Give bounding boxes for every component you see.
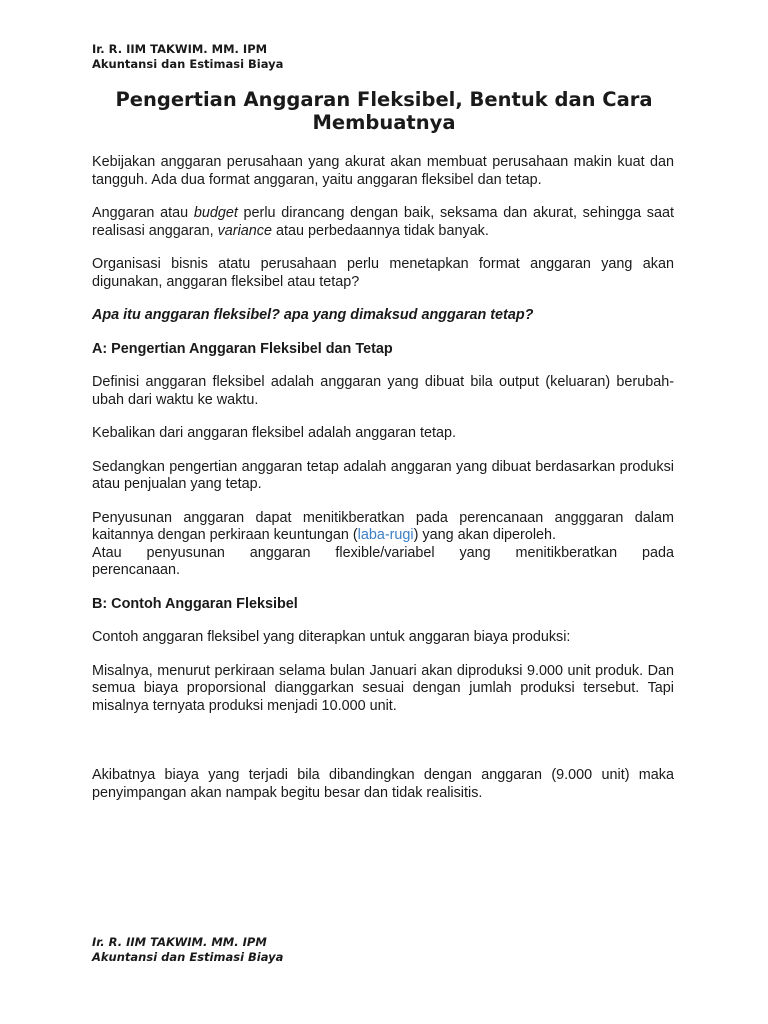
paragraph-planning-text-2: ) yang akan diperoleh. [413, 527, 557, 543]
header-course: Akuntansi dan Estimasi Biaya [92, 57, 284, 71]
footer-author: Ir. R. IIM TAKWIM. MM. IPM [92, 935, 267, 949]
paragraph-example: Misalnya, menurut perkiraan selama bulan Januari akan diproduksi 9.000 unit produk. Dan semua biaya proporsional dianggarkan sesuai dengan jumlah produksi tersebut. Tapi misalnya ternyata produksi menjadi 10.000 unit. [92, 662, 674, 714]
document-body [92, 154, 674, 818]
paragraph-consequence: Akibatnya biaya yang terjadi bila dibandingkan dengan anggaran (9.000 unit) maka penyimpangan akan nampak begitu besar dan tidak realisitis. [92, 767, 674, 801]
paragraph-budget-text-2: perlu dirancang dengan baik, seksama dan akurat, sehingga saat realisasi anggaran, [92, 205, 674, 239]
paragraph-alternative-line-2: perencanaan. [92, 562, 181, 578]
spacer [92, 731, 674, 767]
paragraph-budget-text-3: atau perbedaannya tidak banyak. [272, 222, 489, 239]
footer-course: Akuntansi dan Estimasi Biaya [92, 950, 284, 964]
section-heading-a: A: Pengertian Anggaran Fleksibel dan Tetap [92, 340, 393, 357]
paragraph-intro: Kebijakan anggaran perusahaan yang akurat akan membuat perusahaan makin kuat dan tangguh. Ada dua format anggaran, yaitu anggaran fleksibel dan tetap. [92, 154, 674, 188]
paragraph-planning-text-1: Penyusunan anggaran dapat menitikberatkan pada perencanaan angggaran dalam kaitannya dengan perkiraan keuntungan ( [92, 509, 674, 543]
page-title: Pengertian Anggaran Fleksibel, Bentuk dan Cara Membuatnya [115, 88, 653, 134]
paragraph-budget [92, 205, 674, 240]
paragraph-opposite: Kebalikan dari anggaran fleksibel adalah anggaran tetap. [92, 425, 457, 441]
question-heading: Apa itu anggaran fleksibel? apa yang dimaksud anggaran tetap? [92, 307, 534, 323]
paragraph-planning [92, 510, 674, 545]
paragraph-fixed-budget: Sedangkan pengertian anggaran tetap adalah anggaran yang dibuat berdasarkan produksi atau penjualan yang tetap. [92, 458, 674, 492]
link-laba-rugi[interactable]: laba-rugi [357, 527, 414, 543]
header-author: Ir. R. IIM TAKWIM. MM. IPM [92, 42, 268, 56]
section-heading-b: B: Contoh Anggaran Fleksibel [92, 595, 298, 612]
page-header [92, 42, 283, 72]
term-variance: variance [217, 222, 273, 239]
paragraph-definition: Definisi anggaran fleksibel adalah anggaran yang dibuat bila output (keluaran) berubah-ubah dari waktu ke waktu. [92, 374, 674, 408]
paragraph-alternative-line-1: Atau penyusunan anggaran flexible/variabel yang menitikberatkan pada [92, 544, 674, 561]
paragraph-organization: Organisasi bisnis atatu perusahaan perlu menetapkan format anggaran yang akan digunakan, anggaran fleksibel atau tetap? [92, 256, 674, 290]
page-footer [92, 935, 283, 965]
paragraph-budget-text-1: Anggaran atau [92, 205, 194, 221]
paragraph-example-intro: Contoh anggaran fleksibel yang diterapkan untuk anggaran biaya produksi: [92, 629, 571, 645]
term-budget: budget [193, 205, 238, 221]
